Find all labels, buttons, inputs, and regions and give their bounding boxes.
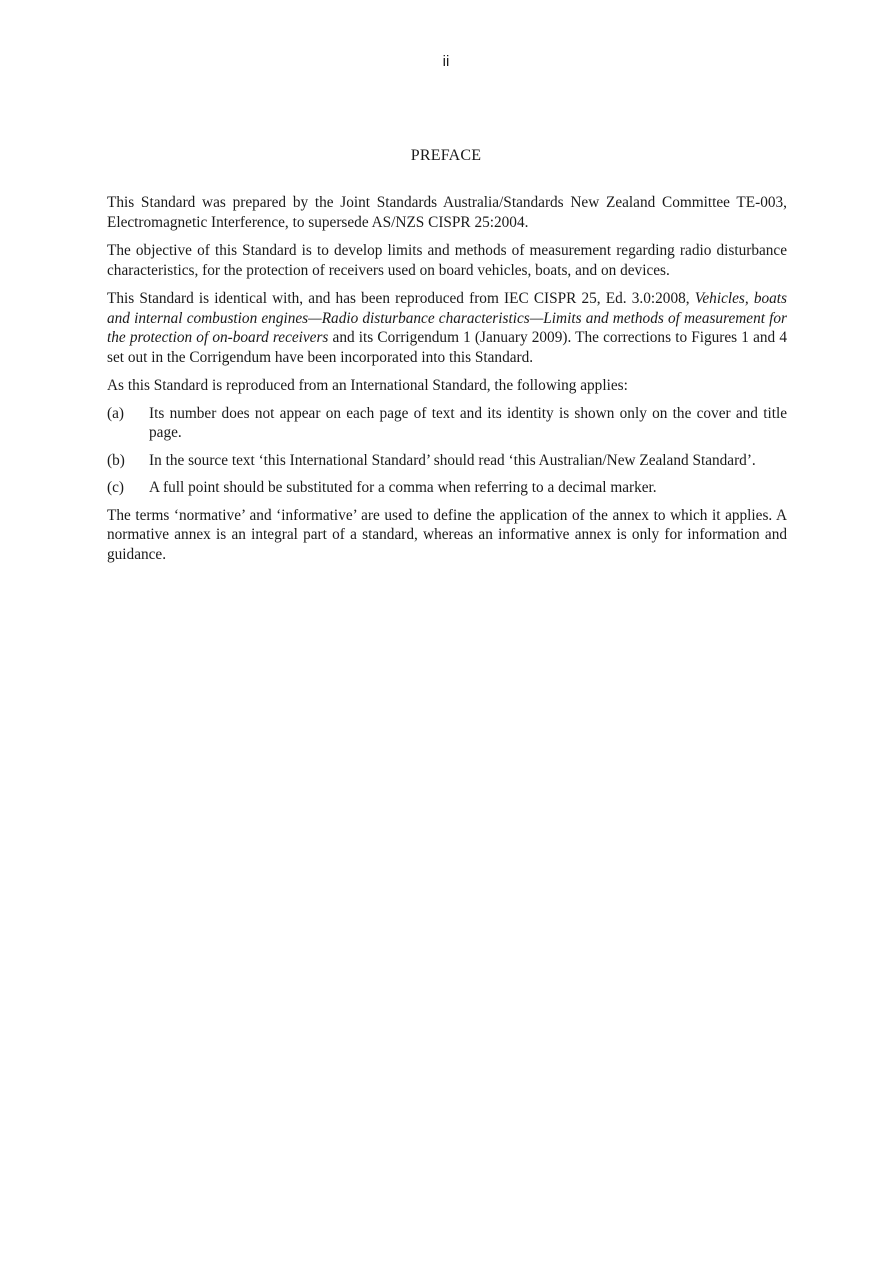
preface-paragraph-annex: The terms ‘normative’ and ‘informative’ are used to define the application of the annex to which it applies. A normative annex is an integral part of a standard, whereas an informative annex is only for information and guidance. <box>107 506 787 563</box>
list-item-text: A full point should be substituted for a comma when referring to a decimal marker. <box>149 479 657 496</box>
list-marker: (a) <box>107 404 124 422</box>
source-text-intro: This Standard is identical with, and has been reproduced from IEC CISPR 25, Ed. 3.0:2008, <box>107 290 695 307</box>
list-marker: (c) <box>107 479 124 496</box>
list-item <box>107 404 787 443</box>
list-item-text: In the source text ‘this International Standard’ should read ‘this Australian/New Zealand Standard’. <box>149 451 756 469</box>
list-item-text: Its number does not appear on each page of text and its identity is shown only on the cover and title page. <box>149 404 787 441</box>
preface-body <box>107 193 787 573</box>
source-text-corrigendum: and its Corrigendum 1 (January 2009). The corrections to Figures 1 and 4 set out in the Corrigendum have been incorporated into this Standard. <box>107 329 787 366</box>
preface-paragraph-committee: This Standard was prepared by the Joint Standards Australia/Standards New Zealand Committee TE-003, Electromagnetic Interference, to supersede AS/NZS CISPR 25:2004. <box>107 194 787 231</box>
page-number: ii <box>442 53 450 70</box>
list-item <box>107 478 787 498</box>
list-marker: (b) <box>107 451 125 469</box>
preface-paragraph-objective: The objective of this Standard is to develop limits and methods of measurement regarding radio disturbance characteristics, for the protection of receivers used on board vehicles, boats, and on devices. <box>107 242 787 279</box>
preface-paragraph-applies: As this Standard is reproduced from an International Standard, the following applies: <box>107 377 628 394</box>
list-item <box>107 451 787 471</box>
preface-paragraph-source <box>107 289 787 367</box>
page-title: PREFACE <box>410 147 482 164</box>
source-standard-title: Vehicles, boats and internal combustion engines—Radio disturbance characteristics—Limits and methods of measurement for the protection of on-board receivers <box>107 290 787 346</box>
